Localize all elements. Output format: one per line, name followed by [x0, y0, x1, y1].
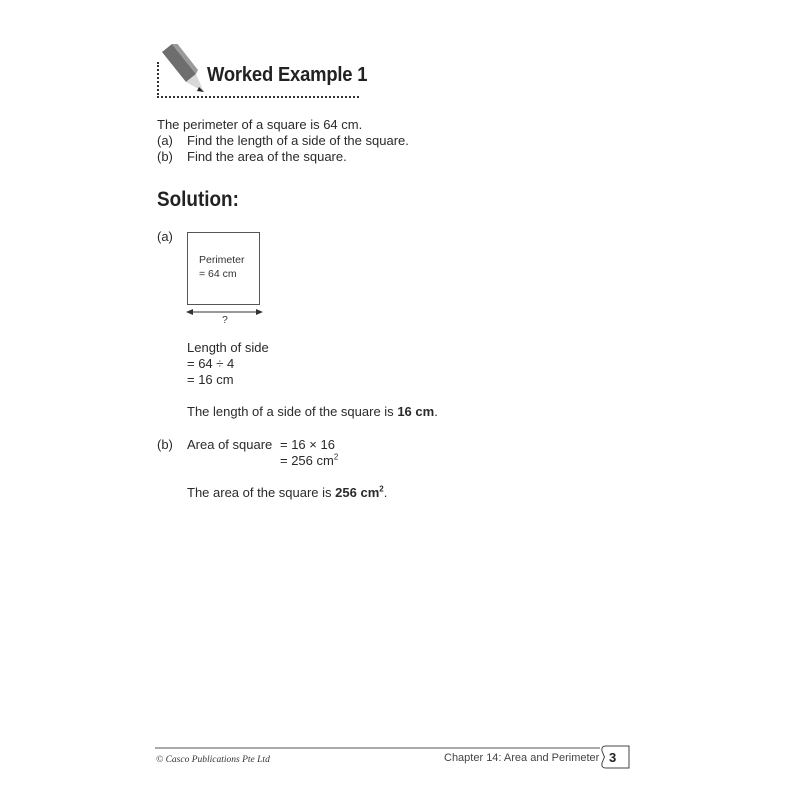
diagram-unknown-side: ? [222, 314, 228, 326]
step-area-sup: 2 [333, 452, 339, 462]
page-title: Worked Example 1 [207, 64, 368, 86]
pencil-icon [158, 44, 208, 96]
answer-part-a [187, 404, 438, 420]
answer-part-b-value: 256 cm [335, 485, 380, 500]
answer-part-a-value: 16 cm [397, 404, 435, 419]
footer-chapter-title: Chapter 14: Area and Perimeter [444, 752, 600, 764]
step-result: = 16 cm [187, 372, 234, 387]
question-part-a-label: (a) [157, 133, 173, 148]
step-area-value: = 256 cm [280, 453, 334, 468]
answer-part-a-prefix: The length of a side of the square is [187, 404, 398, 419]
dotted-border-horizontal [157, 96, 359, 98]
page-number: 3 [609, 750, 617, 765]
question-part-b-label: (b) [157, 149, 173, 164]
answer-part-a-suffix: . [434, 404, 438, 419]
step-length-of-side: Length of side [187, 340, 269, 355]
step-multiplication: = 16 × 16 [280, 437, 335, 452]
square-diagram [187, 232, 260, 305]
answer-part-b-prefix: The area of the square is [187, 485, 336, 500]
footer-copyright: © Casco Publications Pte Ltd [156, 755, 270, 765]
footer-divider [155, 747, 600, 749]
answer-part-b [187, 485, 387, 501]
step-area-result [280, 453, 338, 469]
solution-part-a-label: (a) [157, 229, 173, 244]
step-division: = 64 ÷ 4 [187, 356, 235, 371]
question-part-a-text: Find the length of a side of the square. [187, 133, 409, 148]
answer-part-b-suffix: . [383, 485, 388, 500]
question-intro: The perimeter of a square is 64 cm. [157, 117, 363, 132]
solution-part-b-label: (b) [157, 437, 173, 452]
solution-heading: Solution: [157, 188, 239, 211]
diagram-perimeter-value: = 64 cm [199, 268, 237, 280]
question-part-b-text: Find the area of the square. [187, 149, 347, 164]
diagram-perimeter-label: Perimeter [199, 254, 245, 266]
step-area-of-square: Area of square [187, 437, 273, 452]
answer-part-b-sup: 2 [379, 484, 384, 494]
worked-example-header [155, 44, 368, 100]
